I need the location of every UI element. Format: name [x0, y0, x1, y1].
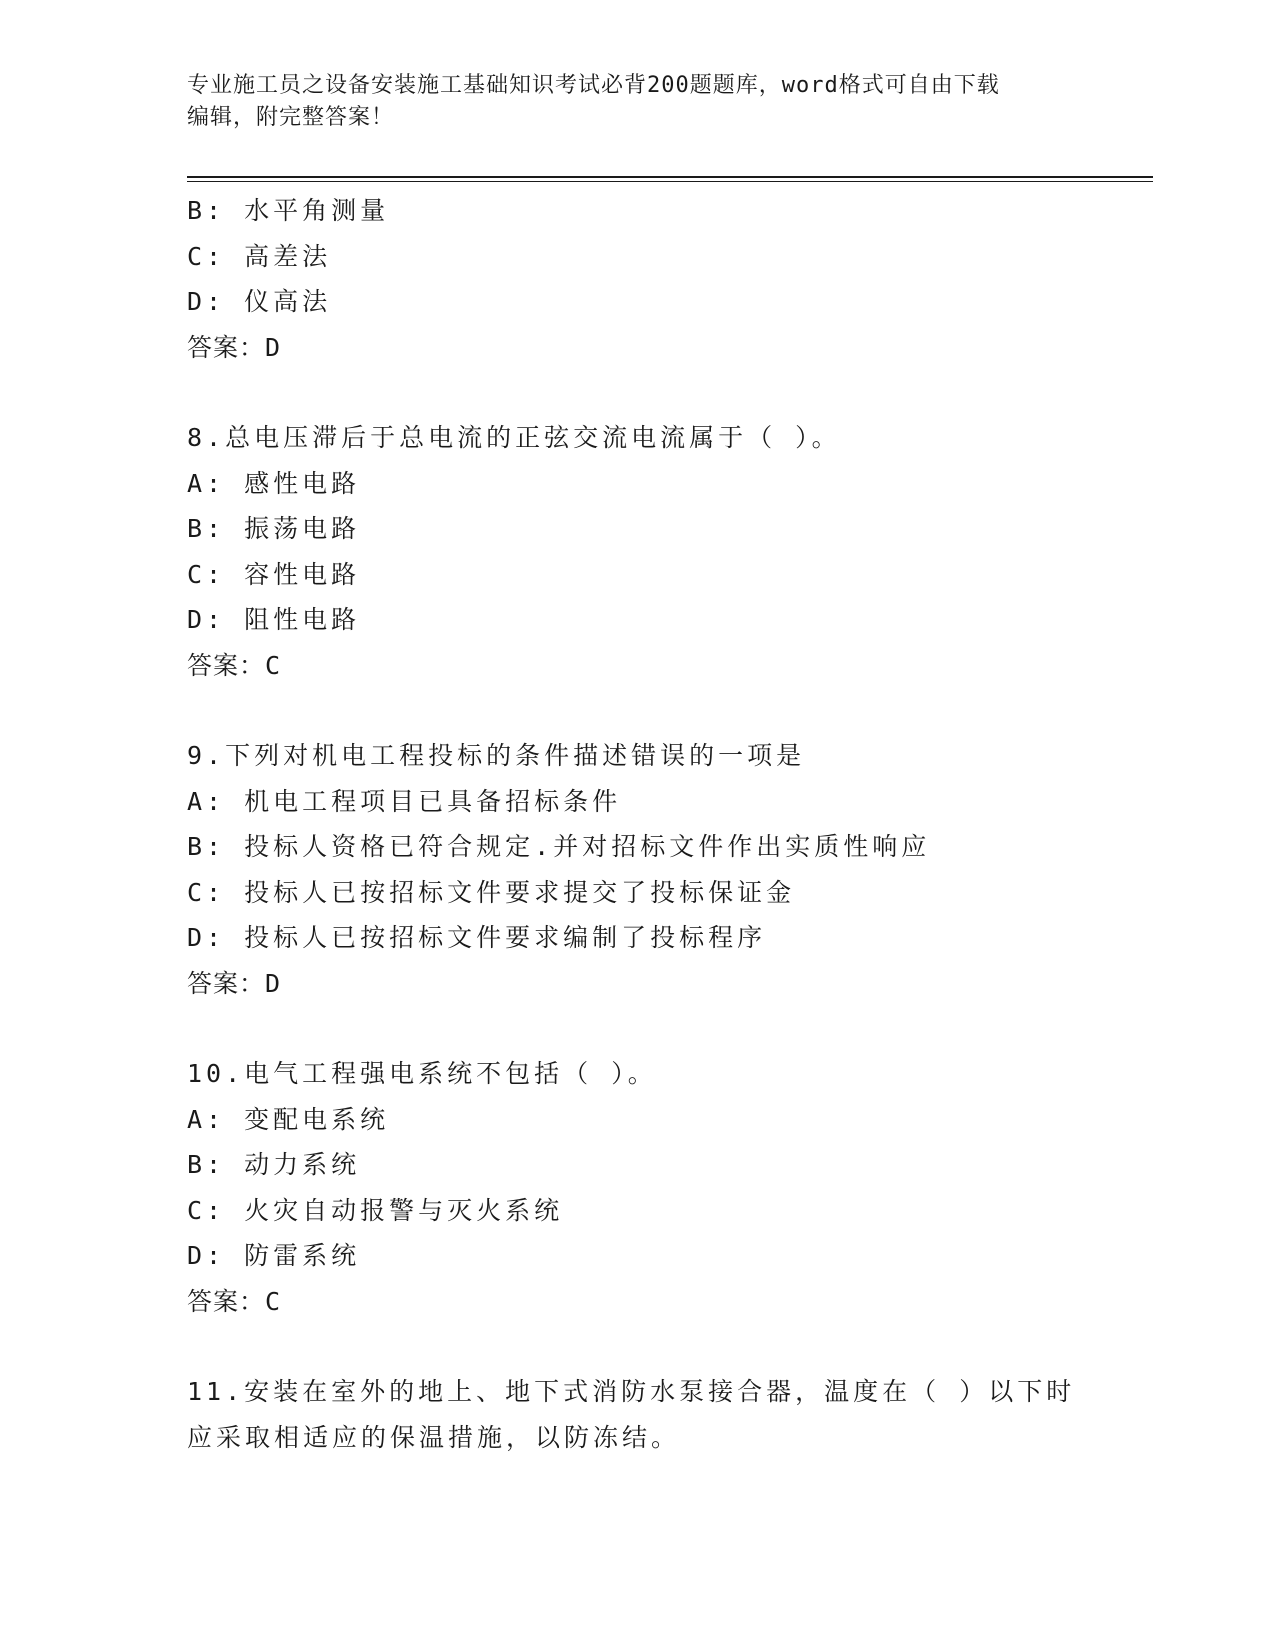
question-spacer [187, 688, 1147, 733]
question-8-option-d: D: 阻性电路 [187, 605, 361, 634]
question-9-stem: 9.下列对机电工程投标的条件描述错误的一项是 [187, 741, 806, 770]
question-7-option-b: B: 水平角测量 [187, 196, 390, 225]
question-11 [187, 1369, 1147, 1460]
question-8-stem: 8.总电压滞后于总电流的正弦交流电流属于（ ）。 [187, 423, 841, 452]
question-8-answer: 答案：C [187, 650, 282, 680]
question-10-option-a: A: 变配电系统 [187, 1104, 390, 1134]
question-spacer [187, 1324, 1147, 1369]
question-9-option-b: B: 投标人资格已符合规定.并对招标文件作出实质性响应 [187, 832, 931, 861]
question-9-option-a: A: 机电工程项目已具备招标条件 [187, 786, 622, 816]
question-10 [187, 1051, 1147, 1324]
question-10-option-d: D: 防雷系统 [187, 1241, 361, 1270]
header-title-line-1: 专业施工员之设备安装施工基础知识考试必背200题题库，word格式可自由下载 [187, 73, 1000, 98]
header-title-line-2: 编辑，附完整答案！ [187, 105, 395, 130]
question-7-tail [187, 188, 1147, 370]
question-9-answer: 答案：D [187, 968, 282, 998]
question-9-option-c: C: 投标人已按招标文件要求提交了投标保证金 [187, 877, 796, 907]
header-divider-thin [187, 181, 1153, 182]
question-spacer [187, 370, 1147, 415]
question-8-option-a: A: 感性电路 [187, 468, 361, 498]
question-7-option-d: D: 仪高法 [187, 287, 332, 316]
question-11-stem-line-1: 11.安装在室外的地上、地下式消防水泵接合器，温度在（ ）以下时 [187, 1377, 1076, 1406]
question-7-option-c: C: 高差法 [187, 241, 332, 271]
question-9 [187, 733, 1147, 1006]
question-11-stem-line-2: 应采取相适应的保温措施，以防冻结。 [187, 1422, 681, 1452]
question-8-option-b: B: 振荡电路 [187, 514, 361, 543]
question-10-stem: 10.电气工程强电系统不包括（ ）。 [187, 1059, 657, 1088]
question-10-option-b: B: 动力系统 [187, 1150, 361, 1179]
question-list [187, 188, 1147, 1460]
question-10-answer: 答案：C [187, 1286, 282, 1316]
question-10-option-c: C: 火灾自动报警与灭火系统 [187, 1195, 564, 1225]
question-spacer [187, 1006, 1147, 1051]
question-8 [187, 415, 1147, 688]
question-9-option-d: D: 投标人已按招标文件要求编制了投标程序 [187, 923, 767, 952]
question-8-option-c: C: 容性电路 [187, 559, 361, 589]
document-header [187, 70, 1077, 134]
question-7-answer: 答案：D [187, 332, 282, 362]
header-divider-thick [187, 176, 1153, 178]
